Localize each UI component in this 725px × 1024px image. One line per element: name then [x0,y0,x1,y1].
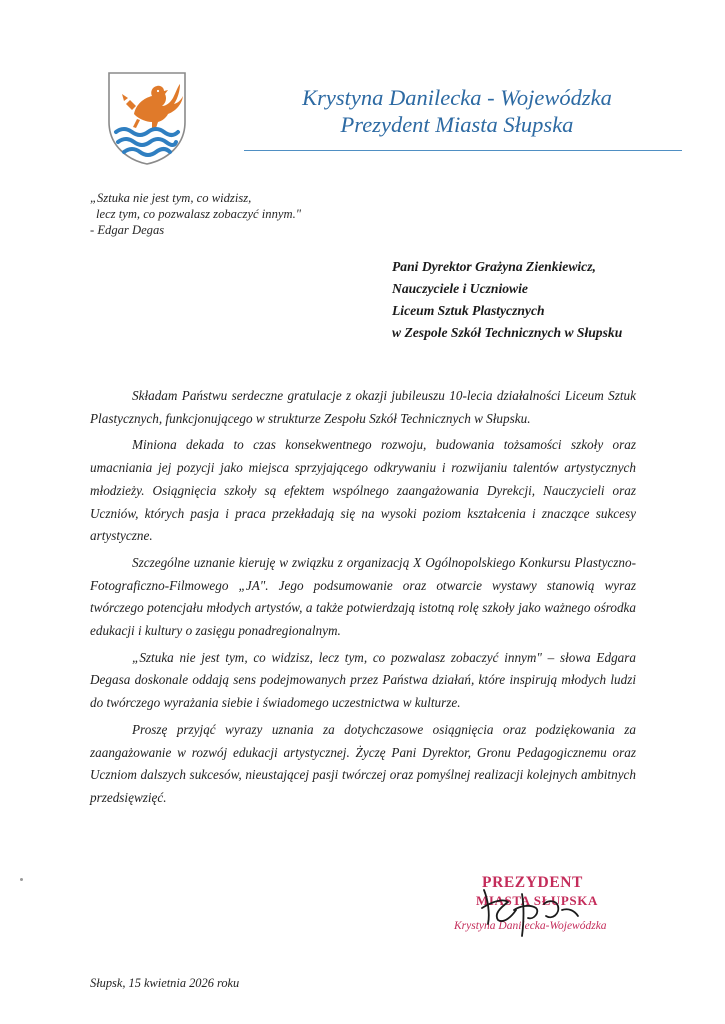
letter-body [90,385,636,814]
addressee-line-2: Nauczyciele i Uczniowie [392,281,528,296]
margin-mark [20,878,23,881]
addressee-line-4: w Zespole Szkół Technicznych w Słupsku [392,325,623,340]
addressee-line-1: Pani Dyrektor Grażyna Zienkiewicz, [392,259,596,274]
motto-author: - Edgar Degas [90,223,165,237]
letterhead-title [242,84,672,138]
stamp-subtitle: MIASTA SŁUPSKA [476,893,598,908]
coat-of-arms-icon [106,70,188,166]
addressee-line-3: Liceum Sztuk Plastycznych [392,303,545,318]
paragraph-3: Szczególne uznanie kieruję w związku z organizacją X Ogólnopolskiego Konkursu Plastyczno-Fotograficzno-Filmowego „JA". Jego podsumowanie oraz otwarcie wystawy stanowią wyraz twórczego potencjału młodych artystów, a także potwierdzają istotną rolę szkoły jako ważnego ośrodka edukacji i kultury o zasięgu ponadregionalnym. [90,554,636,639]
paragraph-2: Miniona dekada to czas konsekwentnego rozwoju, budowania tożsamości szkoły oraz umacniania jej pozycji jako miejsca sprzyjającego odkrywaniu i rozwijaniu talentów artystycznych młodzieży. Osiągnięcia szkoły są efektem wspólnego zaangażowania Dyrekcji, Nauczycieli oraz Uczniów, których pasja i praca przekładają się na wysoki poziom kształcenia i znaczące sukcesy artystyczne. [90,437,636,544]
sender-position: Prezydent Miasta Słupska [340,112,574,137]
handwritten-signature [478,880,588,940]
paragraph-4: „Sztuka nie jest tym, co widzisz, lecz tym, co pozwalasz zobaczyć innym" – słowa Edgara Degasa doskonale oddają sens podejmowanych przez Państwa działań, które inspirują młodych ludzi do twórczego wyrażania siebie i świadomego uczestnictwa w kulturze. [90,649,636,711]
header-divider [244,150,682,151]
motto-line-1: „Sztuka nie jest tym, co widzisz, [90,191,252,205]
stamp-title: PREZYDENT [482,874,583,891]
sender-name: Krystyna Danilecka - Wojewódzka [302,85,612,110]
motto-quote [90,190,301,238]
paragraph-5: Proszę przyjąć wyrazy uznania za dotychczasowe osiągnięcia oraz podziękowania za zaangażowanie w rozwój edukacji artystycznej. Życzę Pani Dyrektor, Gronu Pedagogicznemu oraz Uczniom dalszych sukcesów, nieustającej pasji twórczej oraz pomyślnej realizacji kolejnych ambitnych przedsięwzięć. [90,721,636,805]
paragraph-1: Składam Państwu serdeczne gratulacje z okazji jubileuszu 10-lecia działalności Liceum Sztuk Plastycznych, funkcjonującego w strukturze Zespołu Szkół Technicznych w Słupsku. [90,388,636,426]
letter-date: Słupsk, 15 kwietnia 2026 roku [90,976,240,990]
addressee-block [392,256,622,344]
motto-line-2: lecz tym, co pozwalasz zobaczyć innym." [96,207,302,221]
stamp-name: Krystyna Danilecka-Wojewódzka [454,920,607,932]
